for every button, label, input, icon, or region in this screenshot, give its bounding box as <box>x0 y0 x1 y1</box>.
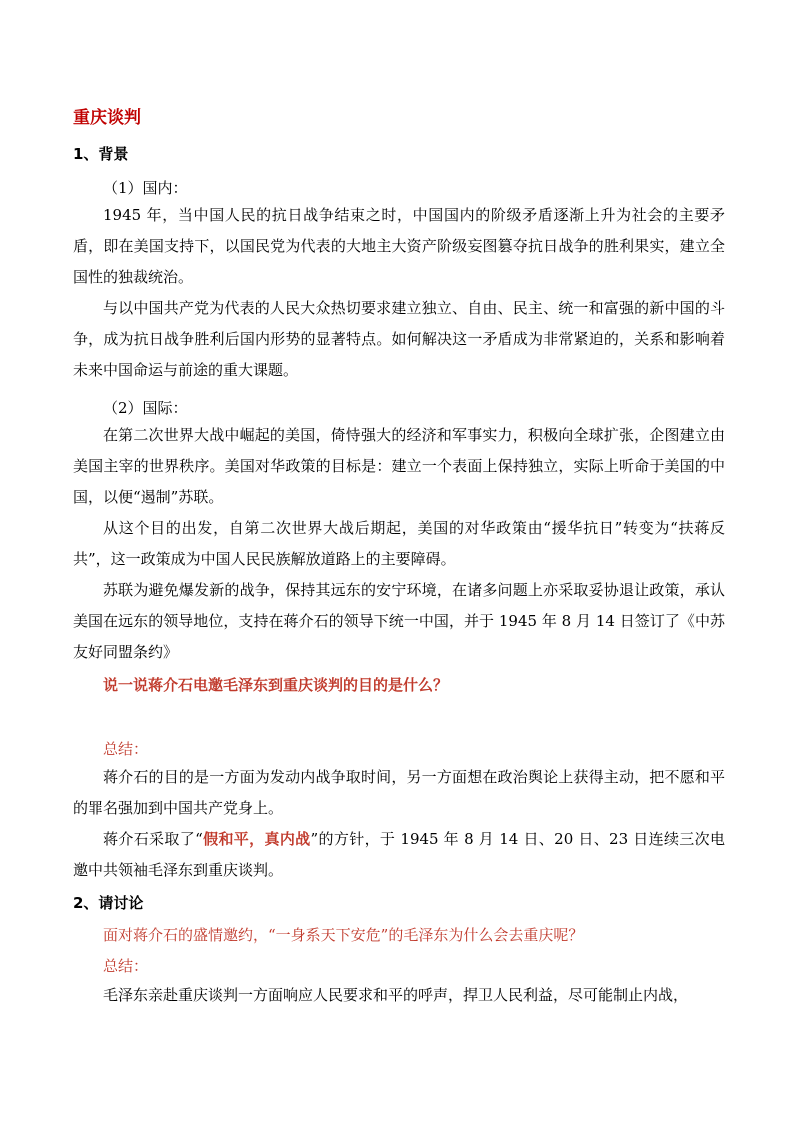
discussion-question-2: 面对蒋介石的盛情邀约，“一身系天下安危”的毛泽东为什么会去重庆呢？ <box>103 926 584 944</box>
paragraph-domestic-2: 与以中国共产党为代表的人民大众热切要求建立独立、自由、民主、统一和富强的新中国的斗争，成为抗日战争胜利后国内形势的显著特点。如何解决这一矛盾成为非常紧迫的，关系和影响着未来中国命运与前途的重大课题。 <box>73 299 725 379</box>
subheading-international: （2）国际： <box>103 399 188 417</box>
paragraph-domestic-1: 1945 年，当中国人民的抗日战争结束之时，中国国内的阶级矛盾逐渐上升为社会的主要矛盾，即在美国支持下，以国民党为代表的大地主大资产阶级妄图篡夺抗日战争的胜利果实，建立全国性的独裁统治。 <box>73 206 725 286</box>
discussion-question-1: 说一说蒋介石电邀毛泽东到重庆谈判的目的是什么？ <box>103 676 449 694</box>
summary-text-2a: 蒋介石采取了“ <box>103 830 203 848</box>
page-title: 重庆谈判 <box>73 108 141 128</box>
summary-text-2c: ”的方针，于 1945 年 8 月 14 日、20 日、23 日连续三次电邀中共领袖毛泽东到重庆谈判。 <box>73 830 725 879</box>
paragraph-international-1: 在第二次世界大战中崛起的美国，倚恃强大的经济和军事实力，积极向全球扩张，企图建立由美国主宰的世界秩序。美国对华政策的目标是：建立一个表面上保持独立，实际上听命于美国的中国，以便“遏制”苏联。 <box>73 426 725 506</box>
summary-text-1: 蒋介石的目的是一方面为发动内战争取时间，另一方面想在政治舆论上获得主动，把不愿和平的罪名强加到中国共产党身上。 <box>73 768 725 817</box>
summary-paragraph-3: 毛泽东亲赴重庆谈判一方面响应人民要求和平的呼声，捍卫人民利益，尽可能制止内战， <box>103 986 689 1004</box>
summary-paragraph-2 <box>73 824 725 886</box>
paragraph-international-3: 苏联为避免爆发新的战争，保持其远东的安宁环境，在诸多问题上亦采取妥协退让政策，承认美国在远东的领导地位，支持在蒋介石的领导下统一中国，并于 1945 年 8 月 14 日签订了《中苏友好同盟条约》 <box>73 581 725 661</box>
section-heading-discussion: 2、请讨论 <box>73 894 144 912</box>
summary-text-2-emphasis: 假和平，真内战 <box>202 830 311 848</box>
summary-paragraph-1 <box>73 762 725 824</box>
summary-label-1: 总结： <box>103 740 149 758</box>
section-heading-background: 1、背景 <box>73 145 129 163</box>
subheading-domestic: （1）国内： <box>103 179 188 197</box>
paragraph-international-2: 从这个目的出发，自第二次世界大战后期起，美国的对华政策由“援华抗日”转变为“扶蒋反共”，这一政策成为中国人民民族解放道路上的主要障碍。 <box>73 519 725 568</box>
summary-label-2: 总结： <box>103 957 149 975</box>
